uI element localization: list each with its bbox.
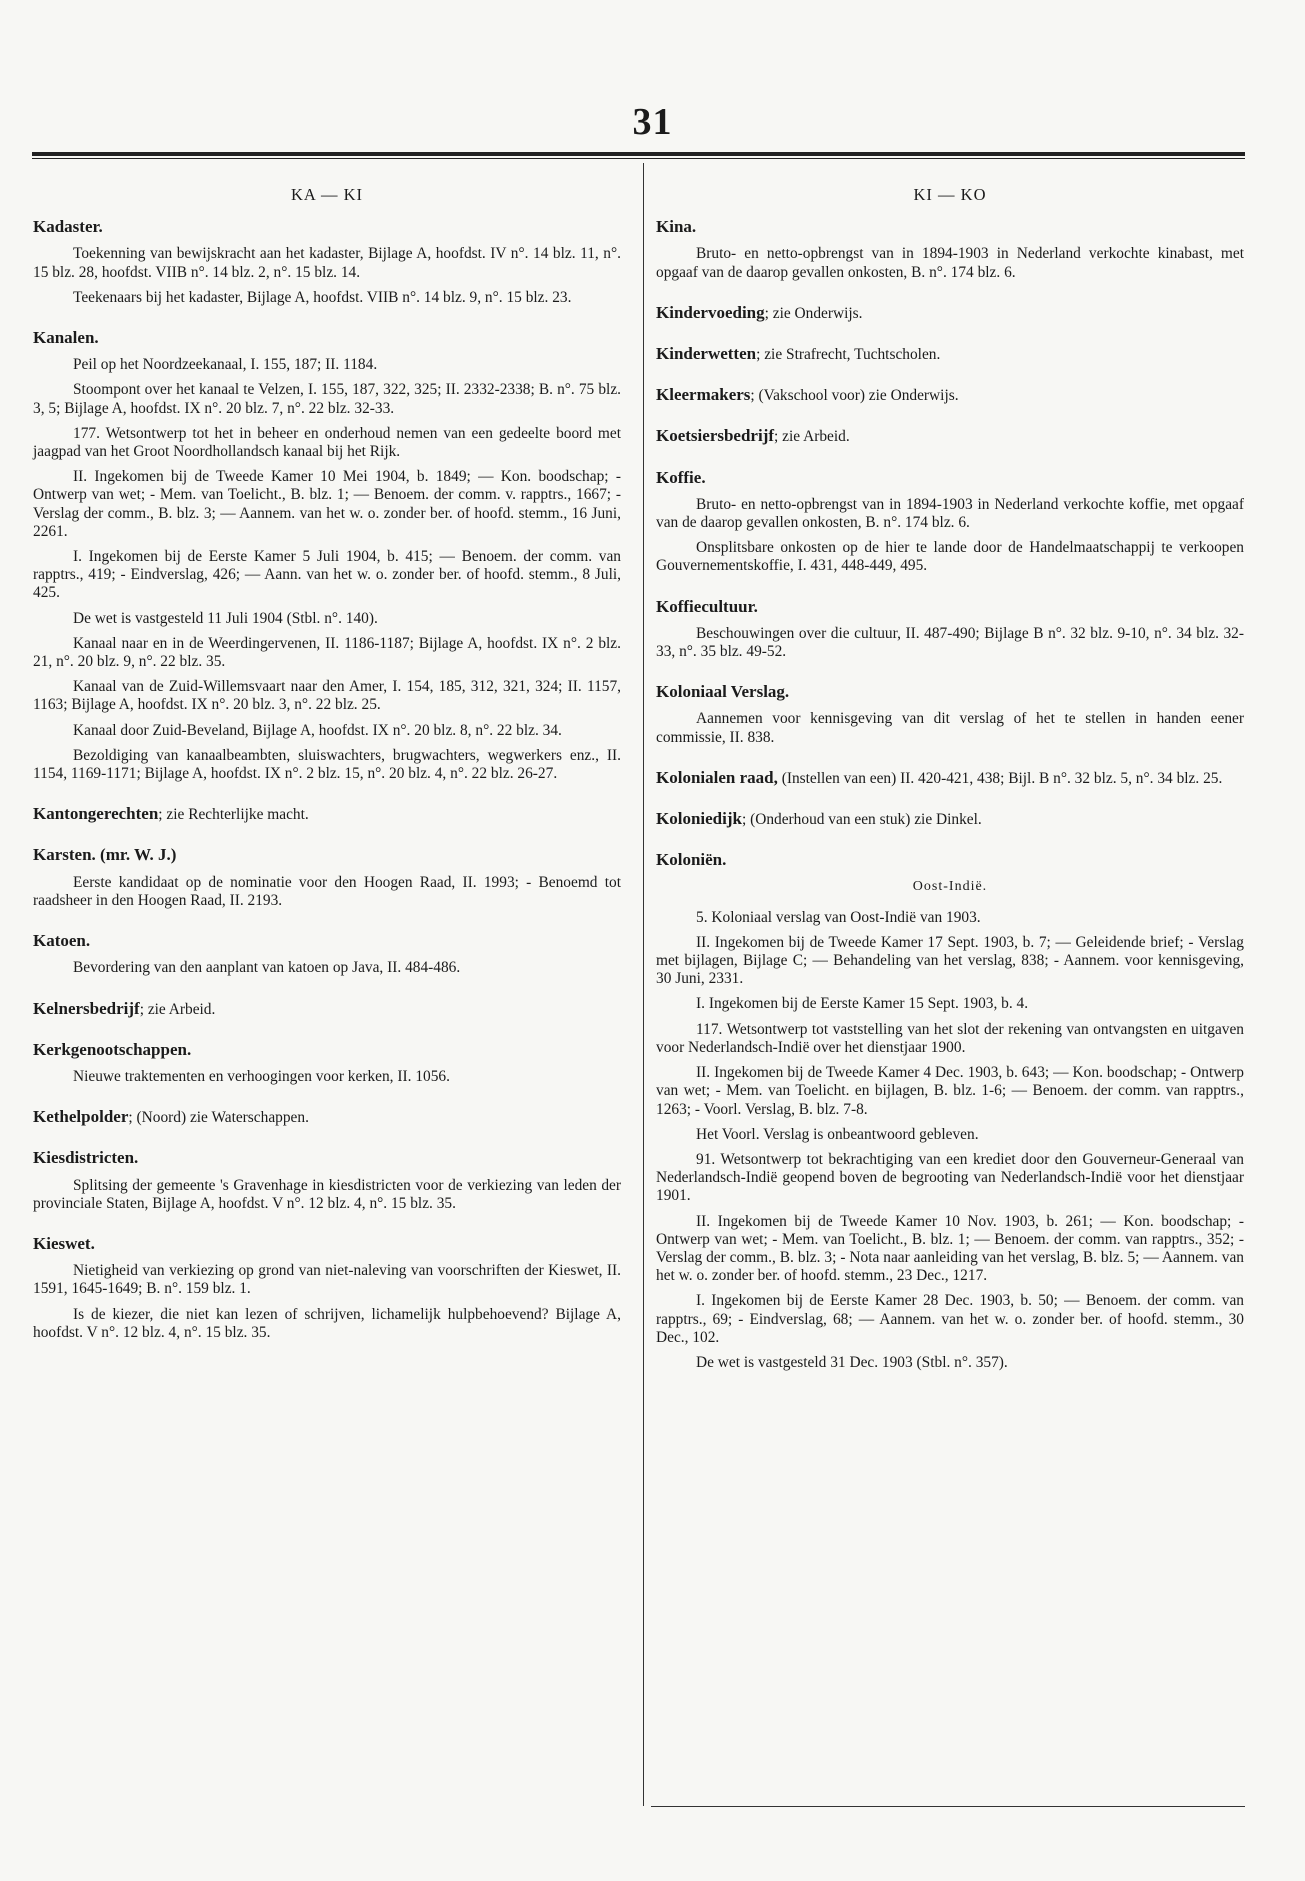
index-entry [656, 683, 1244, 747]
page-number: 31 [632, 101, 673, 143]
left-entries [33, 218, 621, 1342]
index-entry [656, 469, 1244, 576]
entry-heading: Kolonialen raad, [656, 767, 778, 787]
entry-heading: Kantongerechten [33, 804, 159, 824]
index-entry [33, 1235, 621, 1342]
index-entry [656, 304, 1244, 323]
index-entry [33, 1108, 621, 1127]
left-column-header: KA — KI [290, 185, 364, 204]
entry-paragraph: 5. Koloniaal verslag van Oost-Indië van 1903. [696, 908, 981, 926]
column-divider [643, 163, 644, 1806]
entry-paragraph: Beschouwingen over die cultuur, II. 487-490; Bijlage B n°. 32 blz. 9-10, n°. 34 blz. 32-33, n°. 35 blz. 49-52. [656, 624, 1244, 661]
entry-paragraph: Peil op het Noordzeekanaal, I. 155, 187; II. 1184. [73, 356, 378, 374]
right-column-header: KI — KO [913, 185, 987, 204]
entry-heading: Koloniedijk [656, 809, 742, 829]
index-entry [656, 598, 1244, 662]
entry-reference: (Instellen van een) II. 420-421, 438; Bijl. B n°. 32 blz. 5, n°. 34 blz. 25. [777, 769, 1223, 787]
index-entry [656, 427, 1244, 446]
index-entry [33, 329, 621, 783]
index-entry [656, 345, 1244, 364]
entry-heading: Kinderwetten [656, 344, 757, 364]
entry-heading: Kethelpolder [33, 1107, 129, 1127]
entry-heading: Kerkgenootschappen. [33, 1039, 192, 1059]
index-entry [33, 932, 621, 977]
entry-paragraph: Nieuwe traktementen en verhoogingen voor kerken, II. 1056. [73, 1067, 450, 1085]
entry-reference: ; zie Rechterlijke macht. [158, 806, 309, 824]
entry-paragraph: I. Ingekomen bij de Eerste Kamer 28 Dec. 1903, b. 50; — Benoem. der comm. van rapptrs., 69; - Eindverslag, 68; — Aannem. van het w. o. zonder ber. of hoofd. stemm., 30 Dec., 102. [656, 1292, 1244, 1346]
entry-paragraph: Het Voorl. Verslag is onbeantwoord gebleven. [696, 1125, 979, 1143]
index-entry [656, 810, 1244, 829]
entry-paragraph: Kanaal van de Zuid-Willemsvaart naar den Amer, I. 154, 185, 312, 321, 324; II. 1157, 1163; Bijlage A, hoofdst. IX n°. 20 blz. 3, n°. 22 blz. 25. [33, 678, 621, 714]
entry-reference: ; (Onderhoud van een stuk) zie Dinkel. [741, 811, 982, 829]
entry-reference: ; zie Arbeid. [139, 1000, 216, 1018]
entry-paragraph: II. Ingekomen bij de Tweede Kamer 17 Sept. 1903, b. 7; — Geleidende brief; - Verslag met bijlagen, Bijlage C; — Behandeling van het verslag, 838; - Aannem. voor kennisgeving, 30 Juni, 2331. [656, 933, 1244, 988]
right-entries [656, 218, 1244, 1372]
entry-heading: Kiesdistricten. [33, 1148, 139, 1168]
entry-heading: Koetsiersbedrijf [656, 426, 775, 446]
index-entry [33, 1149, 621, 1213]
entry-heading: Koloniën. [656, 850, 727, 870]
entry-paragraph: Kanaal naar en in de Weerdingervenen, II. 1186-1187; Bijlage A, hoofdst. IX n°. 2 blz. 21, n°. 20 blz. 9, n°. 22 blz. 35. [33, 634, 621, 671]
entry-paragraph: 177. Wetsontwerp tot het in beheer en onderhoud nemen van een gedeelte boord met jaagpad van het Groot Noordhollandsch kanaal bij het Rijk. [33, 424, 621, 461]
index-entry [33, 805, 621, 824]
entry-paragraph: Onsplitsbare onkosten op de hier te lande door de Handelmaatschappij te verkoopen Gouvernementskoffie, I. 431, 448-449, 495. [656, 539, 1244, 575]
entry-paragraph: Aannemen voor kennisgeving van dit verslag of het te stellen in handen eener commissie, II. 838. [656, 710, 1244, 746]
entry-paragraph: II. Ingekomen bij de Tweede Kamer 10 Nov. 1903, b. 261; — Kon. boodschap; - Ontwerp van wet; - Mem. van Toelicht., B. blz. 1; — Benoem. der comm. van rapptrs., 352; - Verslag der comm., B. blz. 3; - Nota naar aanleiding van het verslag, B. blz. 5; — Aannem. van het w. o. zonder ber. of hoofd. stemm., 23 Dec., 1217. [656, 1212, 1244, 1285]
entry-heading: Koffiecultuur. [656, 596, 758, 616]
entry-heading: Kleermakers [656, 385, 751, 405]
entry-heading: Kadaster. [33, 217, 103, 237]
entry-reference: ; zie Arbeid. [774, 428, 850, 446]
entry-paragraph: De wet is vastgesteld 31 Dec. 1903 (Stbl. n°. 357). [696, 1353, 1008, 1371]
entry-heading: Katoen. [33, 931, 91, 951]
entry-paragraph: Eerste kandidaat op de nominatie voor den Hoogen Raad, II. 1993; - Benoemd tot raadsheer in den Hoogen Raad, II. 2193. [33, 873, 621, 909]
header-rule-thin [32, 158, 1245, 159]
entry-heading: Karsten. (mr. W. J.) [33, 845, 177, 865]
index-entry [656, 386, 1244, 405]
entry-paragraph: I. Ingekomen bij de Eerste Kamer 15 Sept. 1903, b. 4. [696, 995, 1029, 1013]
index-entry [656, 769, 1244, 788]
entry-reference: ; zie Strafrecht, Tuchtscholen. [756, 346, 941, 364]
entry-paragraph: 91. Wetsontwerp tot bekrachtiging van een krediet door den Gouverneur-Generaal van Nederlandsch-Indië geopend boven de begrooting van Nederlandsch-Indië voor het dienstjaar 1901. [656, 1150, 1244, 1205]
entry-reference: ; zie Onderwijs. [764, 304, 863, 322]
entry-heading: Kieswet. [33, 1233, 95, 1253]
entry-subheading: Oost-Indië. [912, 879, 988, 895]
entry-heading: Kanalen. [33, 328, 99, 348]
entry-paragraph: Kanaal door Zuid-Beveland, Bijlage A, hoofdst. IX n°. 20 blz. 8, n°. 22 blz. 34. [73, 721, 562, 739]
entry-paragraph: Toekenning van bewijskracht aan het kadaster, Bijlage A, hoofdst. IV n°. 14 blz. 11, n°. 15 blz. 28, hoofdst. VIIB n°. 14 blz. 2, n°. 15 blz. 14. [33, 245, 621, 281]
entry-paragraph: De wet is vastgesteld 11 Juli 1904 (Stbl. n°. 140). [73, 609, 378, 627]
index-entry [33, 1041, 621, 1086]
entry-paragraph: II. Ingekomen bij de Tweede Kamer 10 Mei 1904, b. 1849; — Kon. boodschap; - Ontwerp van wet; - Mem. van Toelicht., B. blz. 1; — Benoem. der comm. v. rapptrs., 1667; - Verslag der comm., B. blz. 3; — Aannem. van het w. o. zonder ber. of hoofd. stemm., 16 Juni, 2261. [33, 468, 621, 540]
entry-paragraph: Is de kiezer, die niet kan lezen of schrijven, lichamelijk hulpbehoevend? Bijlage A, hoofdst. V n°. 12 blz. 4, n°. 15 blz. 35. [33, 1305, 621, 1341]
entry-heading: Koloniaal Verslag. [656, 682, 790, 702]
entry-paragraph: II. Ingekomen bij de Tweede Kamer 4 Dec. 1903, b. 643; — Kon. boodschap; - Ontwerp van wet; - Mem. van Toelicht. en bijlagen, B. blz. 1-6; — Benoem. der comm. van rapptrs., 1263; - Voorl. Verslag, B. blz. 7-8. [656, 1064, 1244, 1118]
index-entry [33, 1000, 621, 1019]
entry-paragraph: Bevordering van den aanplant van katoen op Java, II. 484-486. [73, 959, 461, 977]
index-entry [33, 846, 621, 910]
entry-paragraph: I. Ingekomen bij de Eerste Kamer 5 Juli 1904, b. 415; — Benoem. der comm. van rapptrs., 419; - Eindverslag, 426; — Aann. van het w. o. zonder ber. of hoofd. stemm., 8 Juli, 425. [33, 548, 621, 602]
index-entry [33, 218, 621, 307]
entry-reference: ; (Vakschool voor) zie Onderwijs. [750, 387, 959, 405]
entry-paragraph: Splitsing der gemeente 's Gravenhage in kiesdistricten voor de verkiezing van leden der provinciale Staten, Bijlage A, hoofdst. V n°. 12 blz. 4, n°. 15 blz. 35. [33, 1176, 621, 1212]
entry-paragraph: Nietigheid van verkiezing op grond van niet-naleving van voorschriften der Kieswet, II. 1591, 1645-1649; B. n°. 159 blz. 1. [33, 1262, 621, 1298]
entry-heading: Kina. [656, 217, 697, 237]
entry-paragraph: Stoompont over het kanaal te Velzen, I. 155, 187, 322, 325; II. 2332-2338; B. n°. 75 blz. 3, 5; Bijlage A, hoofdst. IX n°. 20 blz. 7, n°. 22 blz. 32-33. [33, 381, 621, 417]
entry-paragraph: Bruto- en netto-opbrengst van in 1894-1903 in Nederland verkochte kinabast, met opgaaf van de daarop gevallen onkosten, B. n°. 174 blz. 6. [656, 245, 1244, 281]
entry-reference: ; (Noord) zie Waterschappen. [128, 1109, 309, 1127]
entry-paragraph: Bruto- en netto-opbrengst van in 1894-1903 in Nederland verkochte koffie, met opgaaf van de daarop gevallen onkosten, B. n°. 174 blz. 6. [656, 495, 1244, 532]
index-entry [656, 218, 1244, 282]
entry-paragraph: Teekenaars bij het kadaster, Bijlage A, hoofdst. VIIB n°. 14 blz. 9, n°. 15 blz. 23. [73, 288, 572, 306]
right-column [656, 186, 1244, 1394]
header-rule-thick [32, 152, 1245, 156]
left-column [33, 186, 621, 1364]
bottom-rule [651, 1806, 1245, 1807]
entry-heading: Kindervoeding [656, 302, 765, 322]
entry-heading: Kelnersbedrijf [33, 998, 140, 1018]
index-entry [656, 851, 1244, 1372]
entry-paragraph: 117. Wetsontwerp tot vaststelling van het slot der rekening van ontvangsten en uitgaven voor Nederlandsch-Indië over het dienstjaar 1900. [656, 1020, 1244, 1056]
entry-heading: Koffie. [656, 467, 706, 487]
entry-paragraph: Bezoldiging van kanaalbeambten, sluiswachters, brugwachters, wegwerkers enz., II. 1154, 1169-1171; Bijlage A, hoofdst. IX n°. 2 blz. 15, n°. 20 blz. 4, n°. 22 blz. 26-27. [33, 746, 621, 783]
